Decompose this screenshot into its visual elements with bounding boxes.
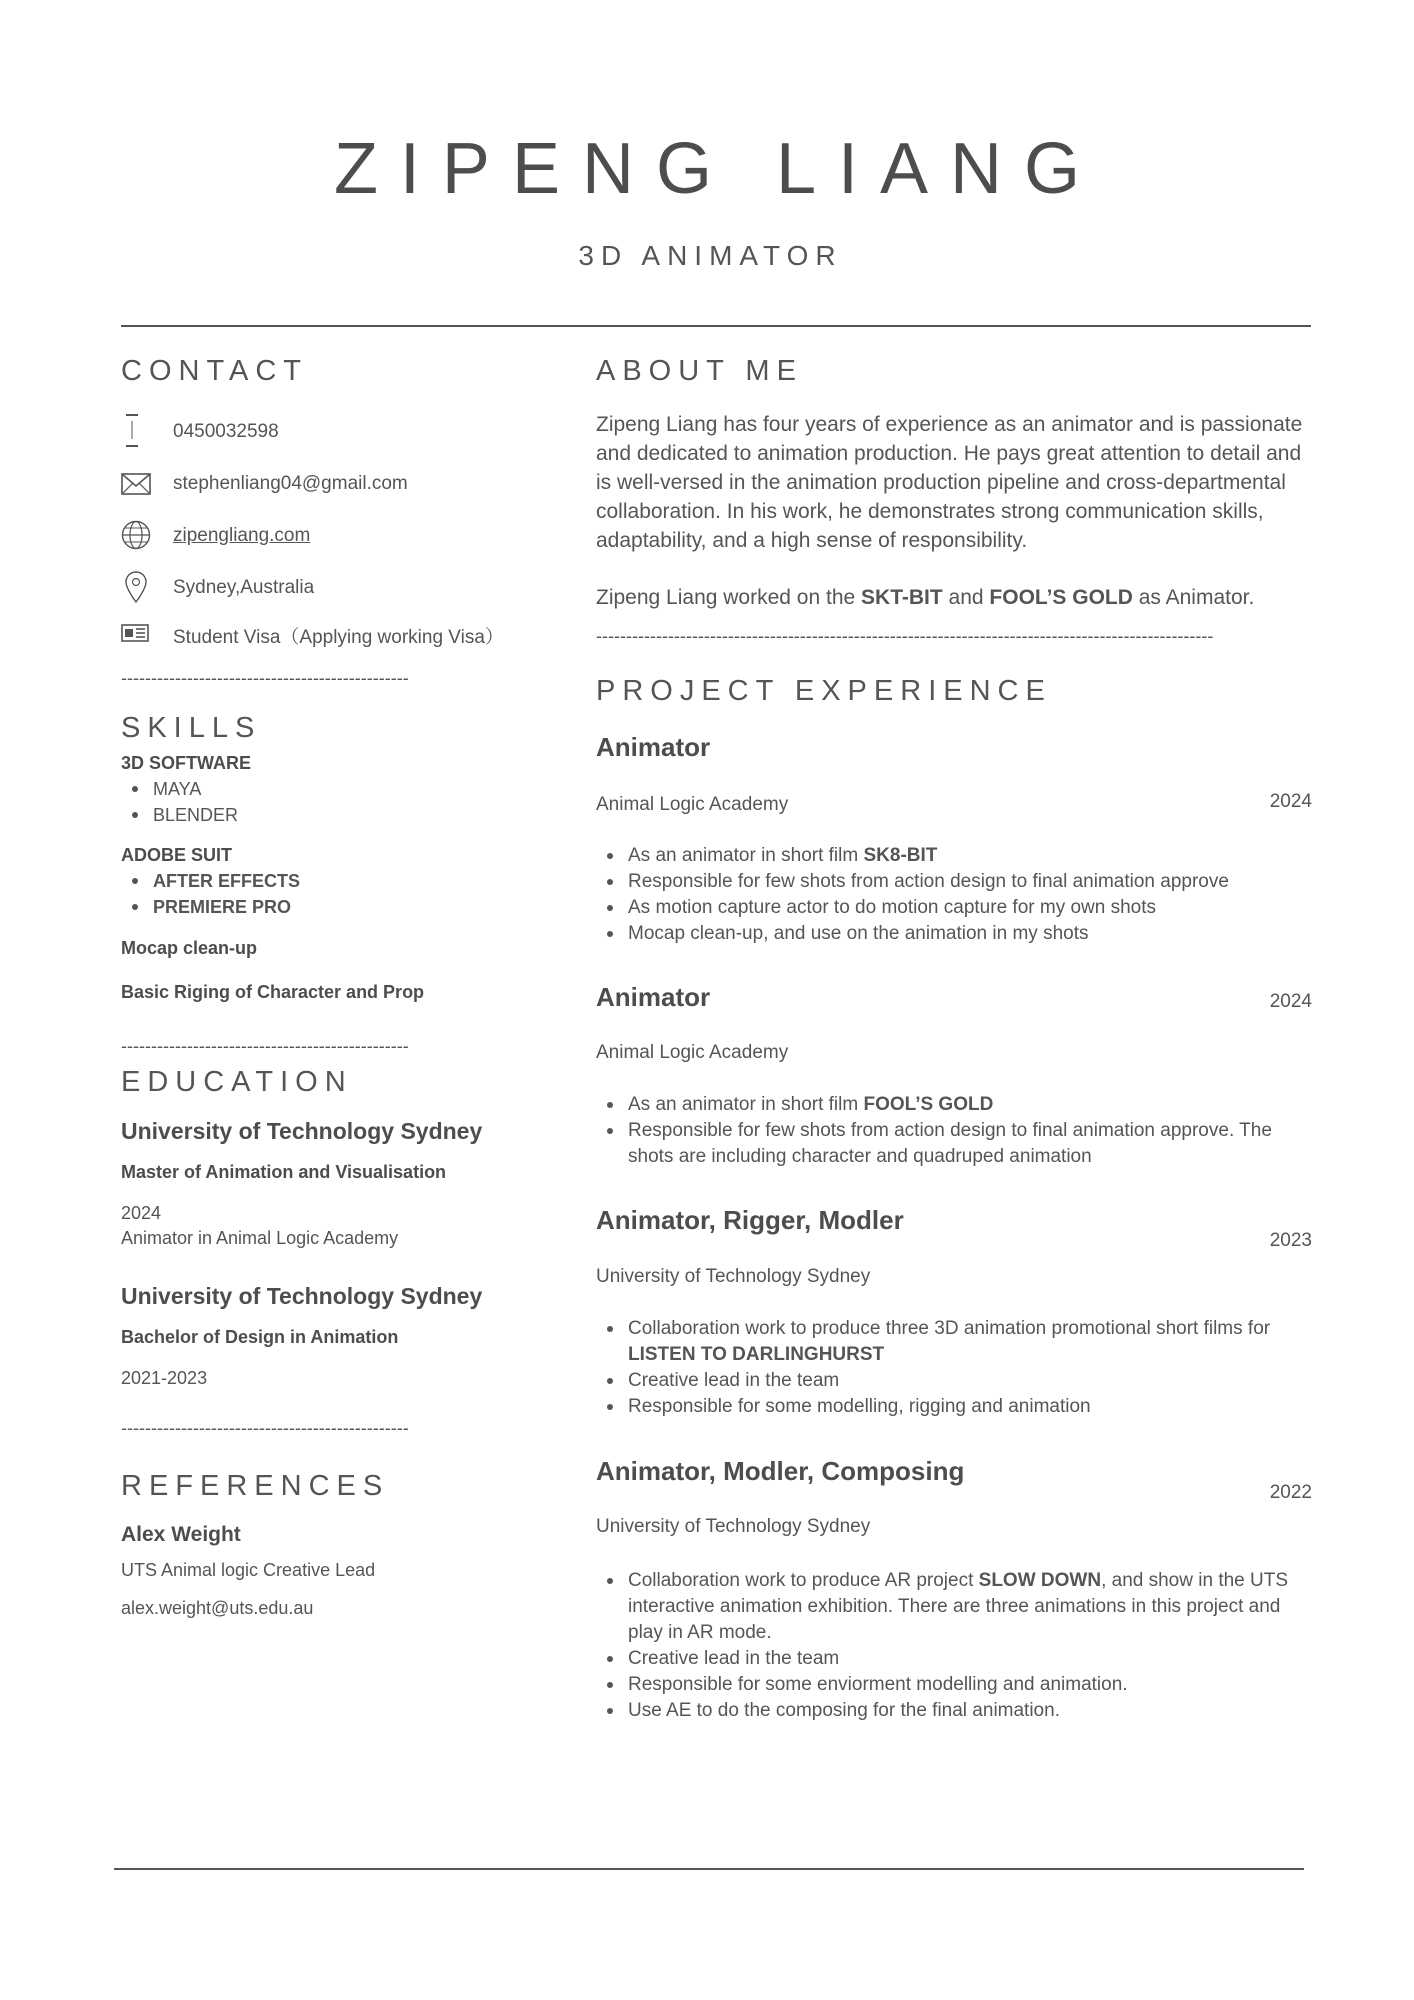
website-link[interactable]: [173, 525, 310, 547]
education-school: University of Technology Sydney: [121, 1118, 483, 1144]
references-title: REFERENCES: [121, 1470, 390, 1502]
job-bullet-text: As an animator in short film: [628, 1094, 864, 1115]
skill-item: BLENDER: [121, 802, 421, 828]
job-year: 2024: [1269, 991, 1312, 1012]
about-text: and: [942, 586, 990, 609]
about-paragraph: Zipeng Liang has four years of experience as an animator and is passionate and dedicated to animation production. He pays great attention to detail and is well-versed in the animation production pipeline and cross-departmental collaboration. In his work, he demonstrates strong communication skills, adaptability, and a high sense of responsibility.: [596, 413, 1303, 552]
job-bullet-text: Collaboration work to produce AR project: [628, 1570, 979, 1591]
phone-icon: [124, 413, 140, 449]
job-organization: University of Technology Sydney: [596, 1266, 871, 1287]
phone-number: 0450032598: [173, 421, 279, 442]
resume-name: ZIPENG LIANG: [333, 129, 1103, 209]
job-bullet: Responsible for some modelling, rigging and animation: [596, 1394, 1316, 1420]
job-organization: Animal Logic Academy: [596, 1042, 789, 1063]
job-title: Animator, Modler, Composing: [596, 1456, 965, 1486]
about-divider: -------------------------------------------------------------------------------------------------------: [596, 626, 1214, 646]
id-card-icon: [121, 624, 149, 642]
location-text: Sydney,Australia: [173, 577, 315, 598]
job-title: Animator: [596, 982, 711, 1012]
skill-group-heading: ADOBE SUIT: [121, 845, 233, 865]
footer-divider: [114, 1868, 1304, 1870]
job-year: 2024: [1269, 791, 1312, 812]
job-bullet: Responsible for few shots from action design to final animation approve: [596, 869, 1316, 895]
job-bullets: [596, 1568, 1316, 1724]
job-organization: Animal Logic Academy: [596, 794, 789, 815]
education-year: 2024: [121, 1203, 162, 1223]
contact-divider: ------------------------------------------------: [121, 668, 409, 688]
film-name: SLOW DOWN: [978, 1570, 1102, 1591]
film-name: SK8-BIT: [863, 845, 938, 866]
skill-extra: Mocap clean-up: [121, 938, 258, 958]
education-title: EDUCATION: [121, 1066, 353, 1098]
education-degree: Master of Animation and Visualisation: [121, 1162, 447, 1182]
job-bullets: [596, 843, 1316, 947]
job-year: 2023: [1269, 1230, 1312, 1251]
education-degree: Bachelor of Design in Animation: [121, 1327, 399, 1347]
email-address[interactable]: stephenliang04@gmail.com: [173, 473, 408, 494]
job-year: 2022: [1269, 1482, 1312, 1503]
email-icon: [121, 473, 151, 495]
job-bullet: As motion capture actor to do motion capture for my own shots: [596, 895, 1316, 921]
project-name: SKT-BIT: [861, 586, 943, 609]
project-name: FOOL’S GOLD: [989, 586, 1133, 609]
job-bullet: Responsible for some enviorment modelling and animation.: [596, 1672, 1316, 1698]
about-worked-on: [596, 583, 1316, 612]
education-note: Animator in Animal Logic Academy: [121, 1228, 399, 1248]
reference-role: UTS Animal logic Creative Lead: [121, 1560, 376, 1580]
job-bullet: [596, 843, 1316, 869]
job-bullet: Mocap clean-up, and use on the animation in my shots: [596, 921, 1316, 947]
skills-divider: ------------------------------------------------: [121, 1036, 409, 1056]
job-bullet-text: , and show in the UTS interactive animation exhibition. There are three animations in this project and play in AR mode.: [628, 1570, 1289, 1643]
skill-list: [121, 776, 421, 828]
reference-email[interactable]: alex.weight@uts.edu.au: [121, 1598, 314, 1618]
education-school: University of Technology Sydney: [121, 1283, 483, 1309]
job-bullet: [596, 1568, 1316, 1646]
job-bullet-text: Collaboration work to produce three 3D animation promotional short films for: [628, 1318, 1271, 1339]
job-bullets: [596, 1092, 1316, 1170]
film-name: LISTEN TO DARLINGHURST: [628, 1344, 885, 1365]
job-bullet: Responsible for few shots from action design to final animation approve. The shots are including character and quadruped animation: [596, 1118, 1316, 1170]
education-year: 2021-2023: [121, 1368, 208, 1388]
skill-extra: Basic Riging of Character and Prop: [121, 982, 425, 1002]
reference-name: Alex Weight: [121, 1523, 241, 1546]
resume-role: 3D ANIMATOR: [578, 240, 843, 271]
job-organization: University of Technology Sydney: [596, 1516, 871, 1537]
skill-item: AFTER EFFECTS: [121, 868, 421, 894]
job-bullet: Creative lead in the team: [596, 1646, 1316, 1672]
visa-status: Student Visa（Applying working Visa）: [173, 627, 504, 648]
skill-list: [121, 868, 421, 920]
job-bullet: Creative lead in the team: [596, 1368, 1316, 1394]
job-title: Animator: [596, 732, 711, 762]
education-divider: ------------------------------------------------: [121, 1418, 409, 1438]
job-bullet: [596, 1092, 1316, 1118]
skills-title: SKILLS: [121, 712, 262, 744]
about-text: as Animator.: [1132, 586, 1255, 609]
location-pin-icon: [124, 571, 148, 603]
globe-icon: [121, 520, 151, 550]
projects-title: PROJECT EXPERIENCE: [596, 675, 1052, 707]
job-bullets: [596, 1316, 1316, 1420]
website-link-text[interactable]: zipengliang.com: [173, 525, 311, 546]
header-divider: [121, 325, 1311, 327]
skill-item: PREMIERE PRO: [121, 894, 421, 920]
film-name: FOOL’S GOLD: [863, 1094, 994, 1115]
skill-group-heading: 3D SOFTWARE: [121, 753, 252, 773]
job-title: Animator, Rigger, Modler: [596, 1205, 904, 1235]
about-text: Zipeng Liang worked on the: [596, 586, 862, 609]
job-bullet: [596, 1316, 1316, 1368]
contact-title: CONTACT: [121, 355, 309, 387]
about-title: ABOUT ME: [596, 355, 803, 387]
job-bullet-text: As an animator in short film: [628, 845, 864, 866]
skill-item: MAYA: [121, 776, 421, 802]
job-bullet: Use AE to do the composing for the final animation.: [596, 1698, 1316, 1724]
